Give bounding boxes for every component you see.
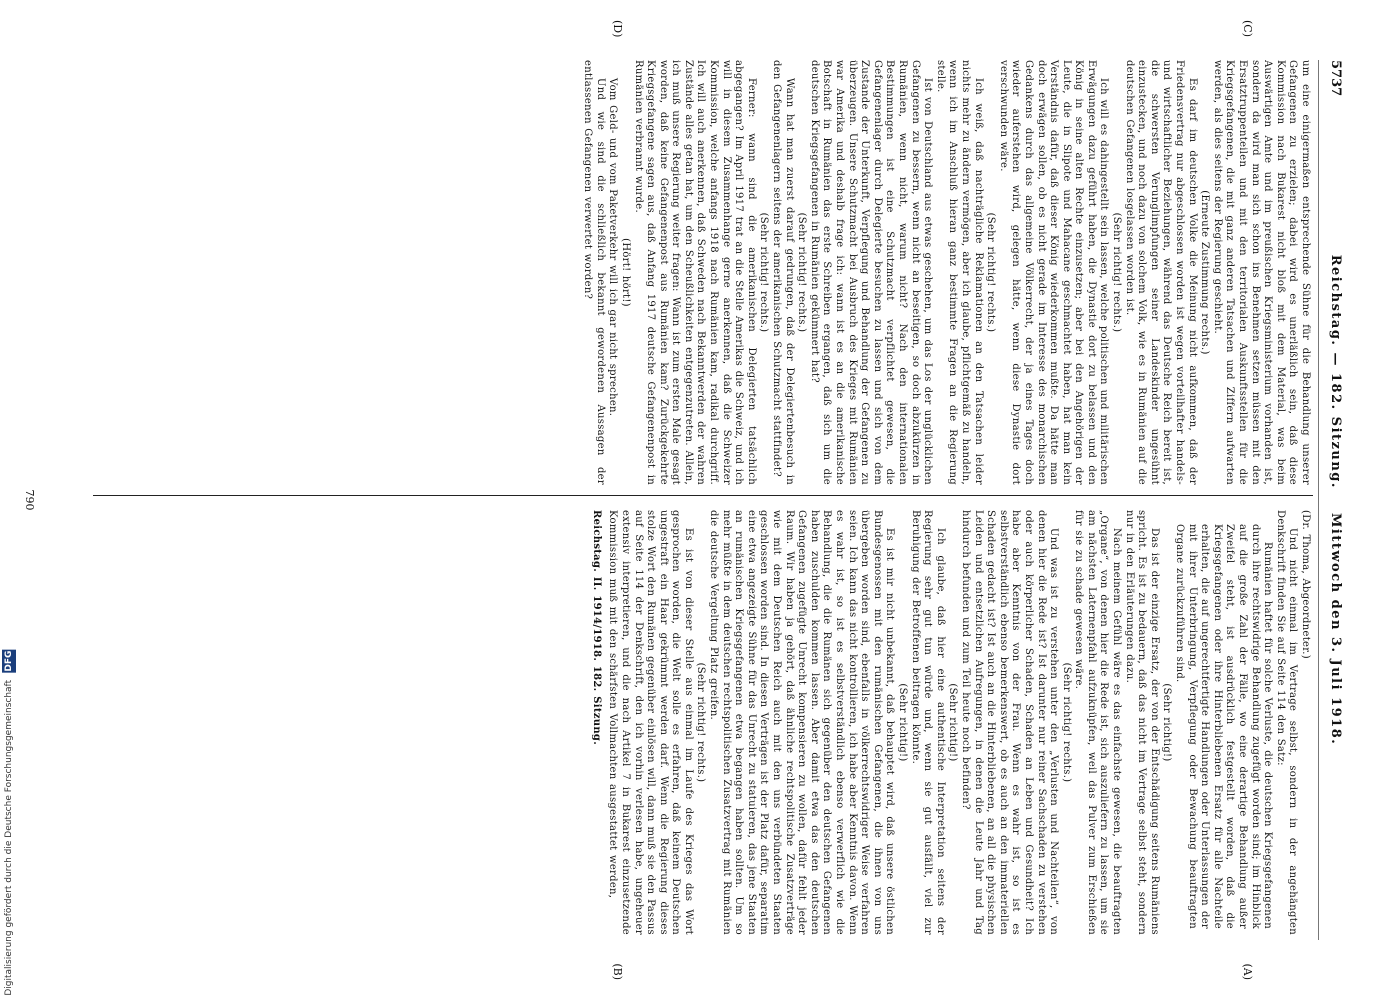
applause-note: (Sehr richtig! rechts.): [1060, 662, 1072, 783]
digitization-credit: [2, 650, 16, 996]
paragraph: Es ist von dieser Stelle aus einmal im Laufe des Krieges das Wort gesprochen worden, die Welt solle es erfahren, daß keinem Deutschen ungestraft ein Haar gekrümmt werden darf. Wenn die Regierung dieses stolze Wort den Rumänen gegenüber einlösen will, dann muß sie den Passus auf Seite 114 der Denkschrift, den ich vorhin verlesen habe, ungeheuer extensiv interpretieren, und die nach Artikel 7 in Bukarest einzusetzende Kommission muß mit den schärfsten Vollmachten ausgestattet werden,: [607, 510, 694, 935]
header-page-number: 5737: [1328, 60, 1343, 97]
paragraph: um eine einigermaßen entsprechende Sühne für die Behandlung unserer Gefangenen zu erzielen; dabei wird es unerläßlich sein, daß diese Kommission nach Bukarest nicht bloß mit dem Material, was beim Auswärtigen Amte und im preußischen Kriegsministerium vorhanden ist, sondern da wird man sich schon ins Benehmen setzen müssen mit den Ersatztruppenteilen und mit den territorialen Auskunftsstellen für die Kriegsgefangenen, die mit ganz anderen Tatsachen und Ziffern aufwarten werden, als dies seitens der Regierung geschieht.: [1211, 60, 1311, 485]
paragraph: Ich will es dahingestellt sein lassen, welche politischen und militärischen Erwägungen dazu geführt haben, die Dynastie dort zu belassen und den König in seine alten Rechte einzusetzen; aber bei den Angehörigen der Leute, die in Slipote und Mahacane geschmachtet haben, hat man kein Verständnis dafür, daß dieser König wiederkommen mußte. Da hätte man doch erwägen sollen, ob es nicht gerade im Interesse des monarchischen Gedankens durch das allgemeine Völkerrecht, der ja eines Tages doch wieder auferstehen wird, gelegen hätte, wenn diese Dynastie dort verschwunden wäre.: [997, 60, 1110, 485]
applause-note: (Sehr richtig!): [1161, 683, 1173, 762]
paragraph: Und was ist zu verstehen unter den „Verlusten und Nachteilen“, von denen hier die Rede ist? Ist darunter nur reiner Sachschaden zu verstehen oder auch körperlicher Schaden, Schaden an Leben und Gesundheit? Ich habe aber Kenntnis von der Frau. Wenn es wahr ist, so ist es selbstverständlich ebenso bemerkenswert, ob es auch an den immateriellen Schaden gedacht ist? Ist auch an die Hinterbliebenen, an all die physischen Leiden und entsetzlichen Aufregungen, in denen die Leute Jahr und Tag hindurch befunden und zum Teil heute noch befinden?: [959, 510, 1060, 935]
paragraph: Vom Geld- und vom Paketverkehr will ich gar nicht sprechen.: [607, 78, 619, 417]
applause-note: (Sehr richtig! rechts.): [695, 662, 707, 783]
header-title-text: Reichstag. — 182. Sitzung.: [1328, 254, 1343, 489]
column-left-text: [589, 510, 1311, 935]
page-header: [1318, 60, 1343, 940]
header-title: [1328, 60, 1341, 940]
column-divider: [93, 495, 1313, 496]
paragraph: Es ist mir nicht unbekannt, daß behauptet wird, daß unsere östlichen Bundesgenossen mit den rumänischen Gefangenen, die ihnen von uns übergeben worden sind, ebenfalls in völkerrechtswidriger Weise verfahren seien. Ich kann das nicht kontrollieren, ich habe aber Kenntnis davon. Wenn es wahr ist, so ist es selbstverständlich ebenso verwerflich wie die Behandlung, die die Rumänen sich gegenüber den deutschen Gefangenen haben zuschulden kommen lassen. Aber damit etwa das den deutschen Gefangenen zugefügte Unrecht kompensieren zu wollen, dafür fehlt jeder Raum. Wir haben ja gehört, daß ähnliche rechtspolitische Zusatzverträge wie mit dem Deutschen Reich auch mit den uns verbündeten Staaten geschlossen worden sind. In diesen Verträgen ist der Platz dafür, separatim eine etwa angezeigte Sühne für das Unrecht zu statuieren, das jene Staaten an rumänischen Kriegsgefangenen etwa begangen haben sollten. Um so mehr müßte in dem deutschen rechtspolitischen Zusatzvertrag mit Rumänien die deutsche Vergeltung Platz greifen.: [708, 510, 896, 935]
header-date: Mittwoch den 3. Juli 1918.: [1328, 513, 1343, 746]
page-footer: Reichstag. II. 1914/1918. 182. Sitzung.: [590, 510, 602, 745]
margin-marker-b: (B): [611, 963, 624, 980]
paragraph: Und nicht einmal im Vertrage selbst, sondern in der angehängten Denkschrift finden Sie auf Seite 114 den Satz:: [1274, 510, 1299, 935]
paragraph: Nach meinem Gefühl wäre es das einfachste gewesen, die beauftragten „Organe“, von denen hier die Rede ist, sich auszuliefern zu lassen, um sie am nächsten Laternenpfahl aufzuknüpfen, weil das Pulver zum Erschießen für sie zu schade gewesen wäre.: [1073, 510, 1123, 935]
credit-text: Digitalisierung gefördert durch die Deutsche Forschungsgemeinschaft: [4, 680, 14, 996]
applause-note: (Sehr richtig!): [947, 683, 959, 762]
dfg-logo-icon: DFG: [4, 651, 14, 673]
paragraph: Ich glaube, daß hier eine authentische Interpretation seitens der Regierung sehr gut tun würde und, wenn sie gut ausfällt, viel zur Beruhigung der Betroffenen beitragen könnte.: [909, 510, 946, 935]
paragraph: Ferner: wann sind die amerikanischen Delegierten tatsächlich abgegangen? Im April 1917 trat an die Stelle Amerikas die Schweiz, und ich will in diesem Zusammenhange gerne anerkennen, daß die Schweizer Kommission, welche anfangs 1918 nach Rumänien kam, radikal durchgriff. Ich will auch anerkennen, daß Schweden nach Bekanntwerden der wahren Zustände alles getan hat, um den Scheußlichkeiten entgegenzutreten. Allein, ich muß unsere Regierung weiter fragen: Wann ist zum ersten Male gesagt worden, daß keine Gefangenenpost aus Rumänien kam? Zurückgekehrte Kriegsgefangene sagen aus, daß Anfang 1917 deutsche Gefangenenpost in Rumänien verbrannt wurde.: [632, 60, 757, 485]
column-right-text: [581, 60, 1311, 485]
paragraph: Es darf im deutschen Volke die Meinung nicht aufkommen, daß der Friedensvertrag nur abgeschlossen worden ist wegen vorteilhafter handels- und wirtschaftlicher Beziehungen, während das Deutsche Reich bereit ist, die schwersten Verunglimpfungen seiner Landeskinder ungesühnt einzustecken, und noch dazu von solchem Volk, wie es in Rumänien auf die deutschen Gefangenen losgelassen worden ist.: [1123, 60, 1198, 485]
applause-note: (Sehr richtig!): [897, 683, 908, 762]
applause-note: (Hört! hört!): [619, 238, 631, 307]
applause-note: (Erneute Zustimmung rechts.): [1199, 190, 1211, 355]
applause-note: (Sehr richtig! rechts.): [758, 212, 770, 333]
applause-note: (Sehr richtig! rechts.): [985, 212, 997, 333]
paragraph: Wann hat man zuerst darauf gedrungen, daß der Delegiertenbesuch in den Gefangenenlagern seitens der amerikanischen Schutzmacht stattfindet?: [771, 60, 795, 485]
paragraph: Ist von Deutschland aus etwas geschehen, um das Los der unglücklichen Gefangenen zu bessern, wenn nicht an beseitigen, so doch abzukürzen in Rumänien, wenn nicht, warum nicht? Nach den internationalen Bestimmungen ist eine Schutzmacht verpflichtet gewesen, die Gefangenenlager durch Delegierte besuchen zu lassen und sich von dem Zustande der Unterkunft, Verpflegung und Behandlung der Gefangenen zu überzeugen. Unsere Schutzmacht bei Ausbruch des Krieges mit Rumänien war Amerika und deshalb frage ich: wann ist es an die amerikanische Botschaft in Rumänien das erste Schreiben ergangen, daß sich um die deutschen Kriegsgefangenen in Rumänien gekümmert hat?: [808, 60, 934, 485]
margin-marker-a: (A): [1241, 963, 1254, 980]
paragraph: Das ist der einzige Ersatz, der von der Entschädigung seitens Rumäniens spricht. Es ist zu bedauern, daß das nicht im Vertrage selbst steht, sondern nur in den Erläuterungen dazu.: [1123, 510, 1160, 935]
paragraph: Ich weiß, daß nachträgliche Reklamationen an den Tatsachen leider nichts mehr zu ändern vermögen, aber ich glaube, pflichtgemäß zu handeln, wenn ich im Anschluß hieran ganz bestimmte Fragen an die Regierung stelle.: [934, 60, 984, 485]
applause-note: (Sehr richtig! rechts.): [796, 212, 808, 333]
applause-note: (Sehr richtig! rechts.): [1111, 212, 1123, 333]
page-number: 790: [22, 489, 36, 511]
margin-marker-d: (D): [611, 20, 624, 38]
paragraph: Und wie sind die schließlich bekannt gewordenen Aussagen der entlassenen Gefangenen verwertet worden?: [582, 60, 606, 485]
quoted-passage: Rumänien haftet für solche Verluste, die deutschen Kriegsgefangenen durch ihre rechtswidrige Behandlung zugefügt worden sind; im Hinblick auf die große Zahl der Fälle, wo eine derartige Behandlung außer Zweifel steht, ist ausdrücklich festgestellt worden, daß die Kriegsgefangenen oder ihre Hinterbliebenen Ersatz für alle Nachteile erhalten, die auf ungerechtfertigte Handlungen oder Unterlassungen der mit ihrer Unterbringung, Verpflegung oder Bewachung beauftragten Organe zurückzuführen sind.: [1174, 524, 1274, 929]
speaker-label: (Dr. Thoma, Abgeordneter.): [1300, 510, 1311, 659]
margin-marker-c: (C): [1241, 20, 1254, 37]
